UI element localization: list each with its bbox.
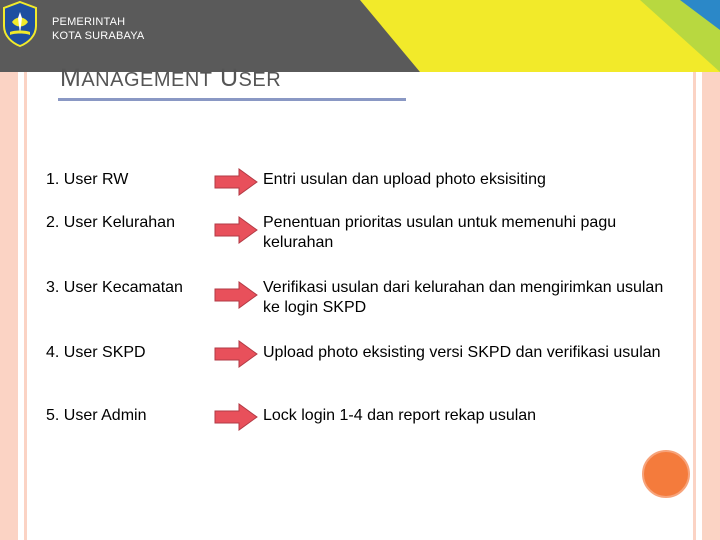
role-description: Upload photo eksisting versi SKPD dan verifikasi usulan: [263, 344, 661, 361]
title-initial-u: U: [219, 64, 239, 92]
decorative-orange-circle: [642, 450, 690, 498]
role-name: 2. User Kelurahan: [46, 214, 175, 231]
title-initial-m: M: [60, 64, 82, 92]
role-name: 5. User Admin: [46, 407, 147, 424]
right-arrow-icon: [213, 215, 259, 245]
org-name-line1: PEMERINTAH: [52, 16, 126, 28]
org-name-line2: KOTA SURABAYA: [52, 30, 145, 42]
role-description: Penentuan prioritas usulan untuk memenuhi pagu kelurahan: [263, 214, 617, 251]
role-name: 1. User RW: [46, 171, 129, 188]
role-name: 3. User Kecamatan: [46, 279, 183, 296]
right-arrow-icon: [213, 339, 259, 369]
title-word-ser: SER: [238, 69, 282, 91]
role-description: Verifikasi usulan dari kelurahan dan mengirimkan usulan ke login SKPD: [263, 279, 664, 316]
title-word-anagement: ANAGEMENT: [81, 69, 213, 91]
role-name: 4. User SKPD: [46, 344, 146, 361]
right-arrow-icon: [213, 280, 259, 310]
right-arrow-icon: [213, 167, 259, 197]
role-description: Entri usulan dan upload photo eksisiting: [263, 171, 546, 188]
role-description: Lock login 1-4 dan report rekap usulan: [263, 407, 537, 424]
right-arrow-icon: [213, 402, 259, 432]
